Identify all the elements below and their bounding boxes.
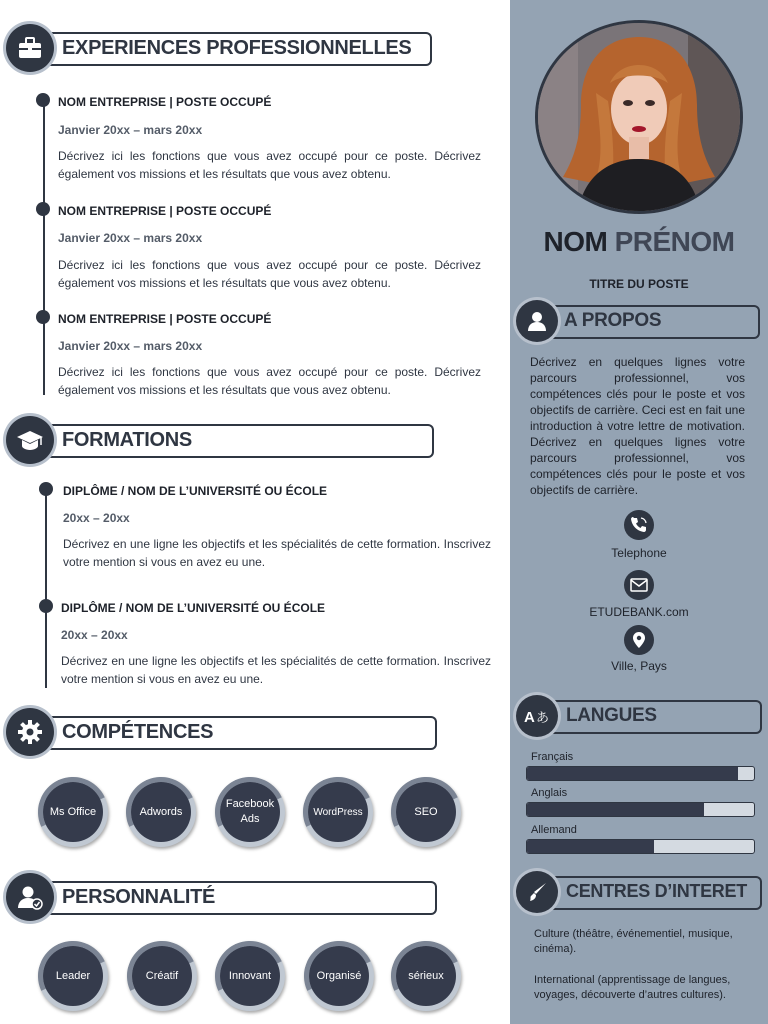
profile-photo: [535, 20, 743, 214]
skill-label: WordPress: [308, 782, 368, 842]
personality-label: Innovant: [220, 946, 280, 1006]
svg-text:A: A: [524, 709, 535, 726]
section-header-experiences: [0, 24, 440, 72]
phone-icon: [624, 510, 654, 540]
section-header-apropos: [510, 297, 768, 345]
timeline-dot: [36, 202, 50, 216]
experience-description: Décrivez ici les fonctions que vous avez occupé pour ce poste. Décrivez également vos missions et les résultats que vous avez obtenu.: [58, 149, 481, 181]
user-check-icon: [6, 873, 54, 921]
full-name: [510, 226, 768, 258]
skill-label: Facebook Ads: [220, 782, 280, 842]
skill-label: Adwords: [131, 782, 191, 842]
timeline-dot: [36, 93, 50, 107]
interest-item: International (apprentissage de langues, voyages, découverte d’autres cultures).: [534, 974, 731, 1001]
skill-badge: [126, 777, 196, 847]
section-title-experiences: EXPERIENCES PROFESSIONNELLES: [62, 37, 412, 59]
section-header-langues: [510, 692, 768, 740]
personality-badge: [215, 941, 285, 1011]
language-level-bar: [526, 802, 755, 817]
language-level-bar: [526, 839, 755, 854]
skill-badge: [215, 777, 285, 847]
personality-label: sérieux: [396, 946, 456, 1006]
personality-label: Créatif: [132, 946, 192, 1006]
envelope-icon: [624, 570, 654, 600]
section-title-interets: CENTRES D’INTERET: [566, 881, 747, 901]
timeline-dot: [39, 482, 53, 496]
experience-heading: NOM ENTREPRISE | POSTE OCCUPÉ: [58, 312, 272, 326]
experience-date: Janvier 20xx – mars 20xx: [58, 231, 203, 245]
translate-icon: [516, 695, 558, 737]
personality-label: Organisé: [309, 946, 369, 1006]
name-last: PRÉNOM: [614, 226, 735, 257]
about-text: Décrivez en quelques lignes votre parcours professionnel, vos compétences clés pour le poste et vos objectifs de carrière. Ceci est en fait une introduction à votre lettre de motivation. Décrivez en quelques lignes votre parcours professionnel, vos compétences clés pour le poste et vos objectifs de carrière.: [530, 355, 745, 497]
skill-badge: [391, 777, 461, 847]
contact-email[interactable]: ETUDEBANK.com: [589, 605, 689, 619]
experience-heading: NOM ENTREPRISE | POSTE OCCUPÉ: [58, 204, 272, 218]
experience-date: Janvier 20xx – mars 20xx: [58, 123, 203, 137]
section-title-personnalite: PERSONNALITÉ: [62, 886, 216, 908]
formation-description: Décrivez en une ligne les objectifs et les spécialités de cette formation. Inscrivez votre mention si vous en avez eu une.: [61, 654, 491, 686]
svg-text:あ: あ: [536, 711, 550, 726]
user-icon: [516, 300, 558, 342]
sidebar: [510, 0, 768, 1024]
timeline-experiences: [43, 100, 45, 395]
gear-icon: [6, 708, 54, 756]
graduation-cap-icon: [6, 416, 54, 464]
section-title-apropos: A PROPOS: [564, 310, 662, 331]
briefcase-icon: [6, 24, 54, 72]
map-pin-icon: [624, 625, 654, 655]
interest-item: Culture (théâtre, événementiel, musique, cinéma).: [534, 928, 733, 955]
timeline-formations: [45, 488, 47, 688]
language-label: Allemand: [531, 824, 577, 836]
section-header-competences: [0, 708, 440, 756]
experience-description: Décrivez ici les fonctions que vous avez occupé pour ce poste. Décrivez également vos missions et les résultats que vous avez obtenu.: [58, 365, 481, 397]
skill-badge: [38, 777, 108, 847]
language-level-fill: [527, 767, 738, 780]
personality-label: Leader: [43, 946, 103, 1006]
name-first: NOM: [543, 226, 608, 257]
language-label: Français: [531, 751, 574, 763]
section-title-competences: COMPÉTENCES: [62, 721, 214, 743]
language-level-bar: [526, 766, 755, 781]
personality-badge: [304, 941, 374, 1011]
language-level-fill: [527, 840, 654, 853]
contact-location: Ville, Pays: [611, 659, 667, 673]
brush-icon: [516, 871, 558, 913]
section-title-formations: FORMATIONS: [62, 429, 192, 451]
personality-badge: [391, 941, 461, 1011]
skill-badge: [303, 777, 373, 847]
formation-heading: DIPLÔME / NOM DE L’UNIVERSITÉ OU ÉCOLE: [63, 484, 328, 498]
experience-date: Janvier 20xx – mars 20xx: [58, 339, 203, 353]
experience-heading: NOM ENTREPRISE | POSTE OCCUPÉ: [58, 95, 272, 109]
section-header-formations: [0, 416, 440, 464]
timeline-dot: [39, 599, 53, 613]
portrait-image: [538, 23, 740, 211]
experience-description: Décrivez ici les fonctions que vous avez occupé pour ce poste. Décrivez également vos missions et les résultats que vous avez obtenu.: [58, 258, 481, 290]
formation-date: 20xx – 20xx: [63, 511, 130, 525]
personality-badge: [127, 941, 197, 1011]
section-header-personnalite: [0, 873, 440, 921]
contact-phone[interactable]: Telephone: [611, 546, 667, 560]
section-title-langues: LANGUES: [566, 705, 657, 726]
timeline-dot: [36, 310, 50, 324]
formation-heading: DIPLÔME / NOM DE L’UNIVERSITÉ OU ÉCOLE: [61, 601, 326, 615]
job-title: TITRE DU POSTE: [589, 277, 689, 291]
formation-date: 20xx – 20xx: [61, 628, 128, 642]
skill-label: Ms Office: [43, 782, 103, 842]
language-level-fill: [527, 803, 704, 816]
skill-label: SEO: [396, 782, 456, 842]
section-header-interets: [510, 868, 768, 916]
language-label: Anglais: [531, 787, 568, 799]
personality-badge: [38, 941, 108, 1011]
formation-description: Décrivez en une ligne les objectifs et les spécialités de cette formation. Inscrivez votre mention si vous en avez eu une.: [63, 537, 491, 569]
